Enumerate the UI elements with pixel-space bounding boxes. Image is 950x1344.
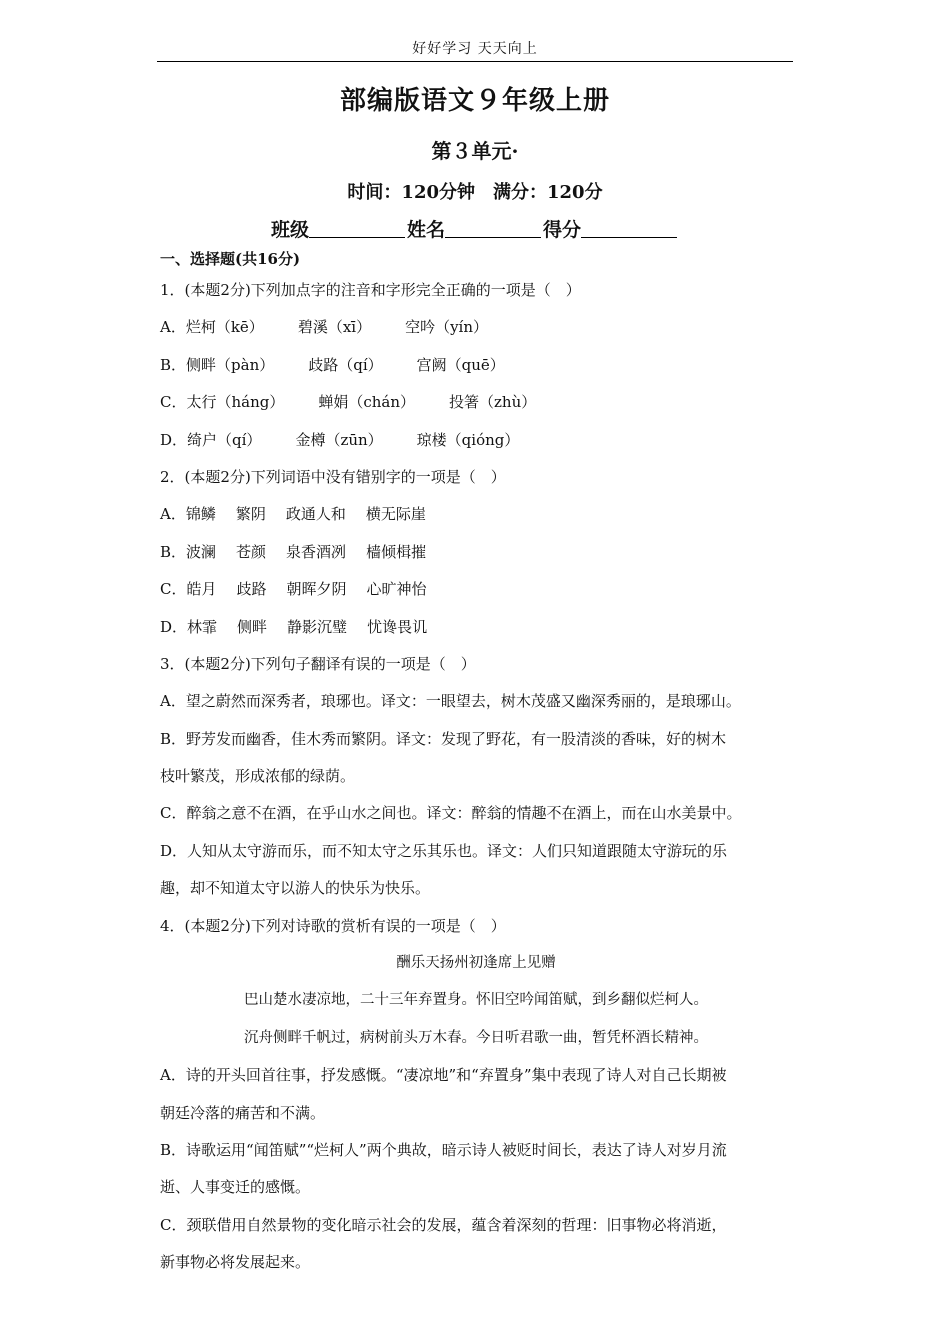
score-label: 得分	[543, 219, 582, 241]
question-4-option-a-cont: 朝廷冷落的痛苦和不满。	[160, 1103, 326, 1122]
option-item: 静影沉璧	[287, 617, 348, 636]
question-3-option-b: B．野芳发而幽香，佳木秀而繁阴。译文：发现了野花，有一股清淡的香味，好的树木	[160, 729, 727, 748]
section-heading: 一、选择题(共16分)	[160, 250, 301, 268]
question-4-option-c-cont: 新事物必将发展起来。	[160, 1253, 311, 1272]
option-item: A．锦鳞	[160, 505, 216, 524]
unit-heading: 第３单元·	[431, 139, 519, 163]
document-title: 部编版语文９年级上册	[339, 86, 610, 116]
option-item: 空吟（yín）	[405, 318, 489, 337]
option-item: 忧谗畏讥	[367, 617, 428, 636]
option-item: 蝉娟（chán）	[318, 393, 416, 412]
option-item: B．侧畔（pàn）	[160, 355, 275, 374]
option-item: 政通人和	[285, 505, 346, 524]
option-item: D．绮户（qí）	[160, 430, 262, 449]
question-3-option-d-cont: 趣，却不知道太守以游人的快乐为快乐。	[160, 879, 431, 898]
question-1-option-a	[160, 312, 792, 349]
option-item: C．皓月	[160, 580, 217, 599]
option-item: 泉香酒冽	[286, 542, 347, 561]
option-item: 繁阴	[235, 505, 266, 524]
option-item: 侧畔	[237, 617, 268, 636]
option-item: 樯倾楫摧	[366, 542, 427, 561]
question-3-option-d: D．人知从太守游而乐，而不知太守之乐其乐也。译文：人们只知道跟随太守游玩的乐	[160, 841, 728, 860]
option-item: 苍颜	[236, 542, 267, 561]
option-item: 心旷神怡	[366, 580, 427, 599]
question-2-option-b	[160, 537, 792, 574]
class-label: 班级	[270, 219, 309, 241]
question-1-option-d	[160, 425, 792, 462]
option-item: 横无际崖	[365, 505, 426, 524]
question-4-option-b: B．诗歌运用“闻笛赋”“烂柯人”两个典故，暗示诗人被贬时间长，表达了诗人对岁月流	[160, 1140, 727, 1159]
exam-content	[160, 244, 792, 1285]
page-header: 好好学习 天天向上	[412, 41, 538, 57]
name-label: 姓名	[406, 219, 445, 241]
option-item: 金樽（zūn）	[295, 430, 383, 449]
option-item: 宫阙（quē）	[416, 355, 505, 374]
option-item: A．烂柯（kē）	[160, 318, 264, 337]
question-2-option-c	[160, 574, 792, 611]
question-3-stem: 3．(本题2分)下列句子翻译有误的一项是（ ）	[160, 654, 476, 673]
option-item: 投箸（zhù）	[449, 393, 537, 412]
question-2-option-a	[160, 499, 792, 536]
score-blank[interactable]	[581, 219, 677, 238]
question-2-stem: 2．(本题2分)下列词语中没有错别字的一项是（ ）	[160, 467, 506, 486]
poem-line-1: 巴山楚水凄凉地，二十三年弃置身。怀旧空吟闻笛赋，到乡翻似烂柯人。	[244, 992, 708, 1009]
question-2-option-d	[160, 612, 792, 649]
question-1-option-b	[160, 350, 792, 387]
poem-line-2: 沉舟侧畔千帆过，病树前头万木春。今日听君歌一曲，暂凭杯酒长精神。	[244, 1029, 708, 1046]
option-item: 琼楼（qióng）	[416, 430, 520, 449]
question-4-option-a: A．诗的开头回首往事，抒发感慨。“凄凉地”和“弃置身”集中表现了诗人对自己长期被	[160, 1066, 727, 1085]
question-3-option-a: A．望之蔚然而深秀者，琅琊也。译文：一眼望去，树木茂盛又幽深秀丽的，是琅琊山。	[160, 692, 741, 711]
student-info-line	[0, 215, 950, 242]
option-item: D．林霏	[160, 617, 218, 636]
question-1-stem: 1．(本题2分)下列加点字的注音和字形完全正确的一项是（ ）	[160, 281, 581, 299]
option-item: 朝晖夕阴	[286, 580, 347, 599]
option-item: 歧路	[236, 580, 267, 599]
header-divider	[157, 61, 793, 62]
option-item: 歧路（qí）	[308, 355, 383, 374]
question-4-stem: 4．(本题2分)下列对诗歌的赏析有误的一项是（ ）	[160, 916, 506, 935]
question-3-option-b-cont: 枝叶繁茂，形成浓郁的绿荫。	[160, 767, 356, 786]
class-blank[interactable]	[309, 219, 405, 238]
option-item: C．太行（háng）	[160, 393, 285, 412]
time-score-line: 时间：120分钟 满分：120分	[347, 182, 603, 203]
name-blank[interactable]	[445, 219, 541, 238]
question-3-option-c: C．醉翁之意不在酒，在乎山水之间也。译文：醉翁的情趣不在酒上，而在山水美景中。	[160, 804, 742, 823]
question-1-option-c	[160, 387, 792, 424]
question-4-option-b-cont: 逝、人事变迁的感慨。	[160, 1178, 311, 1197]
poem-title: 酬乐天扬州初逢席上见赠	[396, 955, 556, 972]
option-item: B．波澜	[160, 542, 217, 561]
option-item: 碧溪（xī）	[297, 318, 372, 337]
question-4-option-c: C．颈联借用自然景物的变化暗示社会的发展，蕴含着深刻的哲理：旧事物必将消逝，	[160, 1215, 727, 1234]
